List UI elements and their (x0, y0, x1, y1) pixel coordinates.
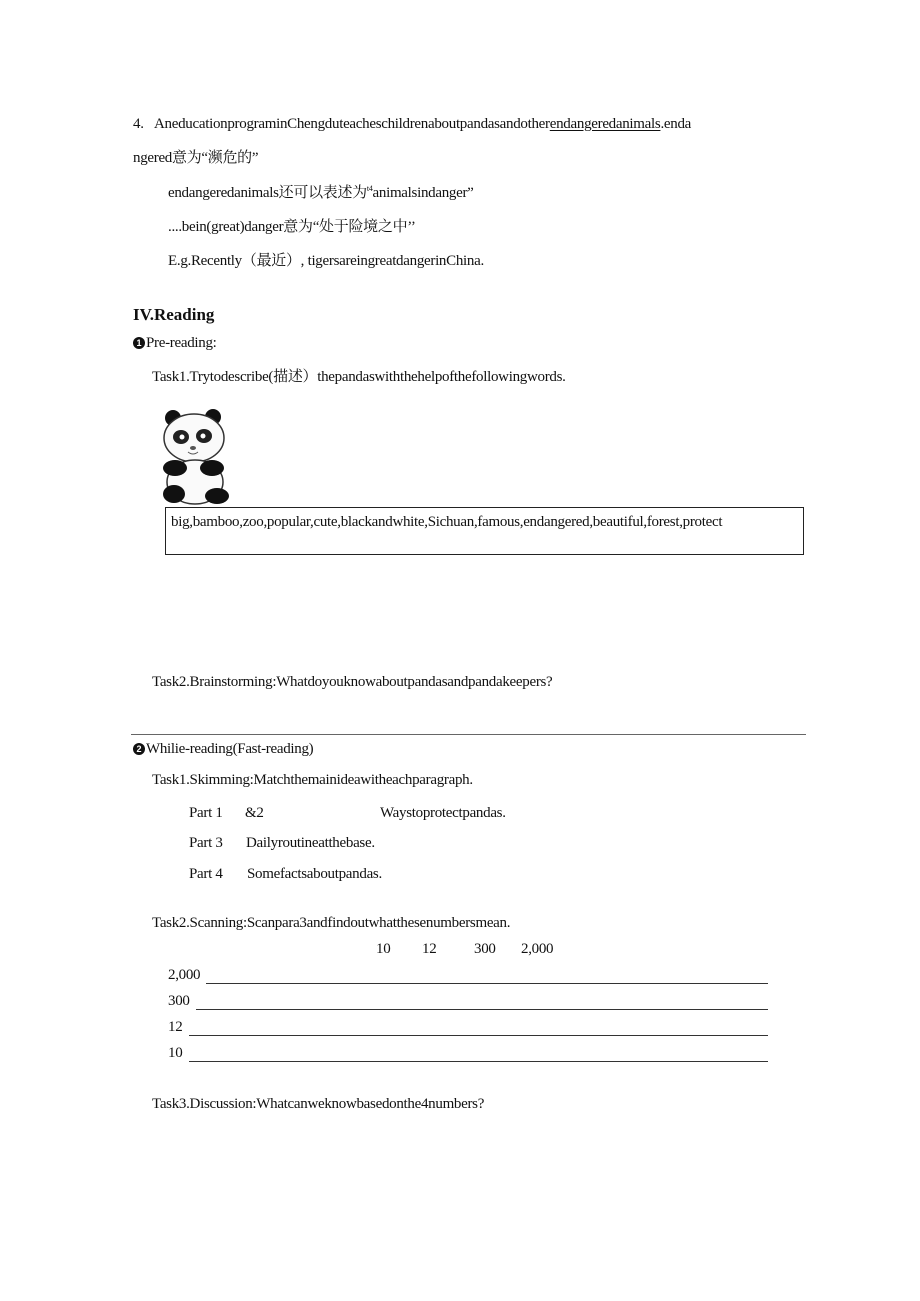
circled-number-2-icon: 2 (133, 743, 145, 755)
pre-reading-title (133, 335, 217, 352)
while-reading-label: Whilie-reading(Fast-reading) (146, 741, 314, 757)
word-bank-box: big,bamboo,zoo,popular,cute,blackandwhite,Sichuan,famous,endangered,beautiful,forest,protect (165, 507, 804, 555)
example-sentence: E.g.Recently（最近）, tigersareingreatdangerinChina. (168, 253, 484, 269)
part-label: Part 1 (189, 805, 223, 821)
answer-label: 10 (168, 1045, 183, 1061)
answer-row-2000 (168, 966, 768, 986)
answer-blank[interactable] (189, 1061, 768, 1062)
answer-row-12 (168, 1018, 768, 1038)
answer-label: 12 (168, 1019, 183, 1035)
note-text: endangeredanimals还可以表述为 (168, 185, 367, 201)
part-label: Part 3 (189, 835, 223, 851)
number-12: 12 (422, 941, 437, 957)
underlined-phrase: endangeredanimals (549, 116, 661, 132)
section-heading: IV.Reading (133, 305, 215, 324)
match-row-part-1-2 (189, 805, 506, 822)
answer-divider-line (131, 734, 806, 735)
pre-reading-task1: Task1.Trytodescribe(描述）thepandaswiththehelpofthefollowingwords. (152, 369, 566, 385)
vocab-note-line-4: ....bein(great)danger意为“处于险境之中’’ (168, 219, 416, 235)
while-reading-task2: Task2.Scanning:Scanpara3andfindoutwhatthesenumbersmean. (152, 915, 511, 931)
answer-label: 300 (168, 993, 190, 1009)
vocab-note-line-1 (133, 116, 691, 133)
main-idea: Waystoprotectpandas. (380, 805, 506, 821)
match-row-part-4 (189, 866, 382, 883)
part-label: Part 4 (189, 866, 223, 882)
pre-reading-task2: Task2.Brainstorming:Whatdoyouknowaboutpandasandpandakeepers? (152, 674, 553, 690)
answer-blank[interactable] (196, 1009, 768, 1010)
while-reading-task1: Task1.Skimming:Matchthemainideawitheachparagraph. (152, 772, 473, 788)
match-row-part-3 (189, 835, 375, 852)
while-reading-task3: Task3.Discussion:Whatcanweknowbasedonthe4numbers? (152, 1096, 485, 1112)
number-300: 300 (474, 941, 496, 957)
number-10: 10 (376, 941, 391, 957)
sentence-text: AneducationprograminChengduteacheschildrenaboutpandasandother (154, 116, 550, 132)
vocab-note-line-3 (168, 181, 474, 202)
answer-blank[interactable] (206, 983, 768, 984)
answer-blank[interactable] (189, 1035, 768, 1036)
pre-reading-label: Pre-reading: (146, 335, 217, 351)
quote-mark-artifact: t4 (366, 184, 373, 193)
item-number: 4. (133, 116, 144, 132)
note-text-end: animalsindanger” (372, 185, 474, 201)
answer-row-300 (168, 992, 768, 1012)
circled-number-1-icon: 1 (133, 337, 145, 349)
answer-row-10 (168, 1044, 768, 1064)
main-idea: Somefactsaboutpandas. (247, 866, 382, 882)
vocab-note-line-2: ngered意为“濒危的” (133, 150, 259, 166)
part-extra: &2 (245, 805, 264, 821)
number-2000: 2,000 (521, 941, 554, 957)
sentence-suffix: .enda (660, 116, 692, 132)
while-reading-title (133, 741, 313, 758)
answer-label: 2,000 (168, 967, 201, 983)
main-idea: Dailyroutineatthebase. (246, 835, 375, 851)
panda-illustration (157, 408, 235, 506)
